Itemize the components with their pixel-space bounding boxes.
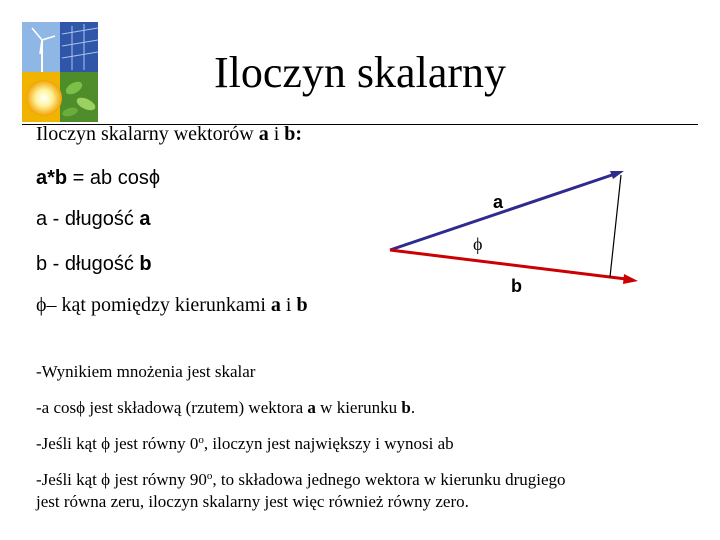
note-projection-text: jest składową (rzutem) wektora xyxy=(85,398,308,417)
def-b-line xyxy=(36,252,152,276)
angle-phi-label: ϕ xyxy=(473,234,483,254)
note-projection-mid: w kierunku xyxy=(315,398,402,417)
note-right-angle-cont: jest równa zeru, iloczyn skalarny jest więc również równy zero. xyxy=(36,492,469,511)
intro-mid: i xyxy=(268,123,285,145)
intro-var-b: b: xyxy=(284,123,303,145)
formula-line xyxy=(36,166,160,190)
def-b-text: b - długość xyxy=(36,253,140,275)
note-zero-text: jest równy 0 xyxy=(110,434,199,453)
note-zero-angle xyxy=(36,433,454,455)
degree-symbol: o xyxy=(206,470,213,482)
projection-line xyxy=(610,175,621,277)
note-projection-end: . xyxy=(410,398,416,417)
def-a-text: a - długość xyxy=(36,208,140,230)
note-projection-var-a: a xyxy=(307,398,316,417)
vector-b-label: b xyxy=(511,276,522,296)
slide-title: Iloczyn skalarny xyxy=(214,48,506,97)
note-projection-pre: -a cos xyxy=(36,398,77,417)
vector-a-arrowhead xyxy=(610,171,624,179)
intro-line xyxy=(36,122,302,146)
degree-symbol: o xyxy=(198,434,204,446)
vector-a-line xyxy=(390,175,612,250)
note-projection-var-b: b xyxy=(401,398,411,417)
phi-symbol: ϕ xyxy=(36,294,47,316)
note-scalar-result: -Wynikiem mnożenia jest skalar xyxy=(36,362,256,381)
phi-symbol: ϕ xyxy=(148,167,161,189)
def-phi-line xyxy=(36,293,308,317)
def-a-line xyxy=(36,207,151,231)
def-a-var: a xyxy=(139,208,151,230)
formula-rhs: = ab cos xyxy=(67,167,149,189)
note-right-angle xyxy=(36,469,566,491)
def-phi-var-a: a xyxy=(270,294,281,316)
phi-symbol: ϕ xyxy=(76,398,86,417)
formula-lhs: a*b xyxy=(36,167,68,189)
phi-symbol: ϕ xyxy=(101,434,111,453)
note-right-pre: -Jeśli kąt xyxy=(36,470,102,489)
note-right-end: , to składowa jednego wektora w kierunku drugiego xyxy=(212,470,566,489)
note-zero-end: , iloczyn jest największy i wynosi ab xyxy=(203,434,454,453)
intro-text: Iloczyn skalarny wektorów xyxy=(36,123,259,145)
def-phi-text: – kąt pomiędzy kierunkami xyxy=(46,294,271,316)
def-phi-mid: i xyxy=(280,294,297,316)
def-phi-var-b: b xyxy=(296,294,308,316)
vector-a-label: a xyxy=(493,192,504,212)
note-right-text: jest równy 90 xyxy=(110,470,207,489)
intro-var-a: a xyxy=(258,123,269,145)
phi-symbol: ϕ xyxy=(101,470,111,489)
def-b-var: b xyxy=(139,253,152,275)
note-projection xyxy=(36,397,415,419)
vector-b-line xyxy=(390,250,626,279)
note-zero-pre: -Jeśli kąt xyxy=(36,434,102,453)
vector-diagram xyxy=(380,160,660,310)
vector-b-arrowhead xyxy=(623,274,638,284)
